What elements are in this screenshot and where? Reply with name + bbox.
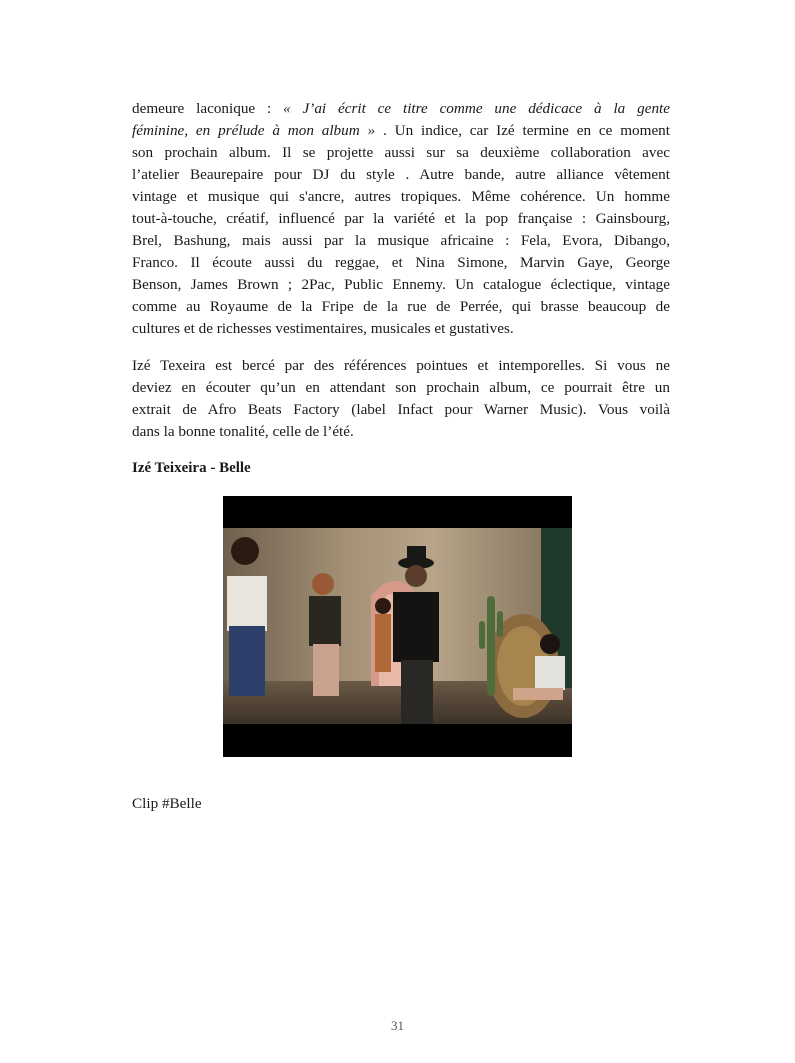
video-still[interactable] <box>223 496 572 757</box>
page-number: 31 <box>391 1018 404 1033</box>
paragraph-line: son prochain album. Il se projette aussi sur sa deuxième collaboration avec <box>132 144 670 161</box>
paragraph-2 <box>132 355 670 443</box>
paragraph-line: vintage et musique qui s'ancre, autres tropiques. Même cohérence. Un homme <box>132 188 670 205</box>
paragraph-line: demeure laconique : « J’ai écrit ce titre comme une dédicace à la gente <box>132 100 670 117</box>
paragraph-line: deviez en écouter qu’un en attendant son prochain album, ce pourrait être un <box>132 379 670 396</box>
paragraph-line: tout-à-touche, créatif, influencé par la variété et la pop française : Gainsbourg, <box>132 210 670 227</box>
paragraph-line: extrait de Afro Beats Factory (label Infact pour Warner Music). Vous voilà <box>132 401 670 418</box>
video-frame-image <box>223 496 572 757</box>
paragraph-line: Benson, James Brown ; 2Pac, Public Ennemy. Un catalogue éclectique, vintage <box>132 276 670 293</box>
quote-italic: féminine, en prélude à mon album » <box>132 122 376 139</box>
quote-italic: « J’ai écrit ce titre comme une dédicace à la gente <box>283 100 670 117</box>
video-title-heading: Izé Teixeira - Belle <box>132 460 251 476</box>
paragraph-line: Brel, Bashung, mais aussi par la musique africaine : Fela, Evora, Dibango, <box>132 232 670 249</box>
paragraph-line: Izé Texeira est bercé par des références pointues et intemporelles. Si vous ne <box>132 357 670 374</box>
paragraph-1 <box>132 98 670 340</box>
video-caption: Clip #Belle <box>132 795 202 812</box>
paragraph-line: Franco. Il écoute aussi du reggae, et Nina Simone, Marvin Gaye, George <box>132 254 670 271</box>
paragraph-line: comme au Royaume de la Fripe de la rue de Perrée, qui brasse beaucoup de <box>132 298 670 315</box>
paragraph-line: l’atelier Beaurepaire pour DJ du style . Autre bande, autre alliance vêtement <box>132 166 670 183</box>
paragraph-line: cultures et de richesses vestimentaires, musicales et gustatives. <box>132 320 514 337</box>
paragraph-line: dans la bonne tonalité, celle de l’été. <box>132 423 354 440</box>
paragraph-line: féminine, en prélude à mon album » . Un indice, car Izé termine en ce moment <box>132 122 670 139</box>
